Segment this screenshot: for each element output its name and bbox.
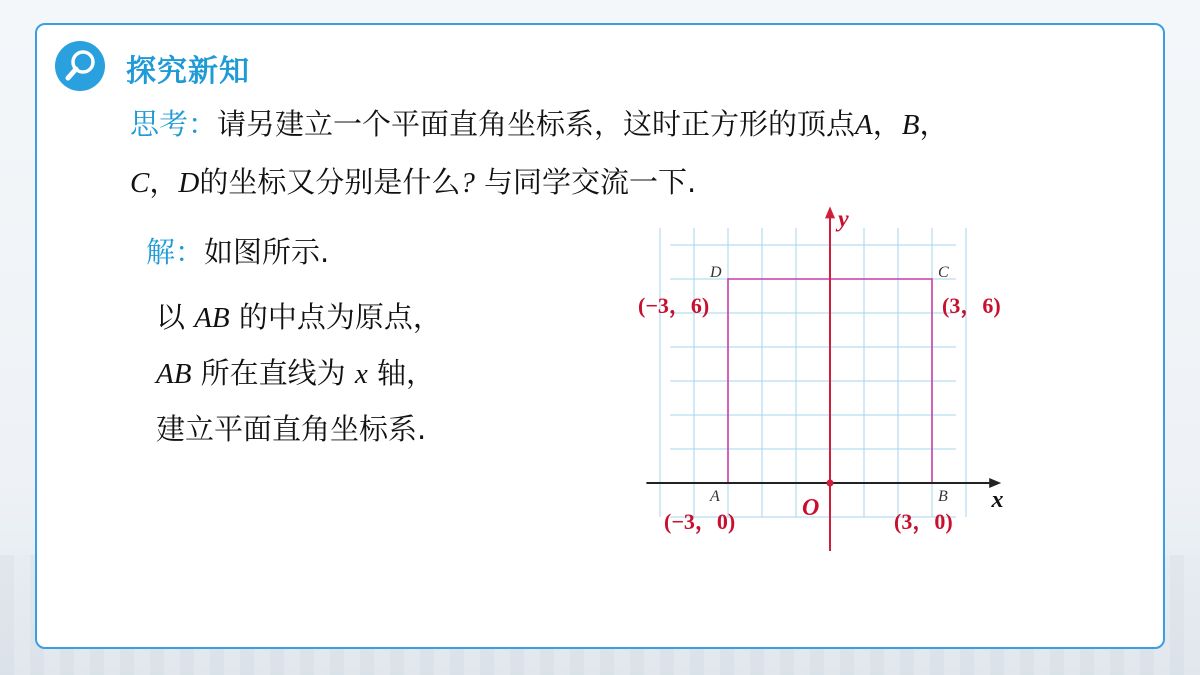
question-line-1 <box>130 96 1130 154</box>
question-line2-end: 与同学交流一下. <box>474 165 697 199</box>
question-text <box>130 96 1130 212</box>
answer-step-3: 建立平面直角坐标系. <box>156 412 427 446</box>
y-axis-arrow <box>825 206 835 218</box>
question-label: 思考： <box>130 107 218 141</box>
coordinate-label-b: (3，0) <box>894 509 953 534</box>
separator: ， <box>919 107 949 141</box>
coordinate-label-d: (−3，6) <box>638 293 710 318</box>
origin-label: O <box>802 495 820 521</box>
answer-step-2 <box>156 346 442 402</box>
vertex-label-d: D <box>710 264 722 281</box>
coordinate-label-c: (3，6) <box>942 293 1001 318</box>
section-title: 探究新知 <box>126 54 250 89</box>
x-variable: x <box>354 358 368 390</box>
answer-step-1 <box>156 290 442 346</box>
step-text: 以 <box>156 300 195 334</box>
answer-heading <box>146 230 329 271</box>
coordinate-label-a: (−3，0) <box>664 509 736 534</box>
vertex-label-a: A <box>710 488 720 505</box>
origin-point <box>827 480 834 487</box>
grid <box>660 228 966 517</box>
separator: ， <box>149 165 179 199</box>
vertex-label-c: C <box>938 264 949 281</box>
magnifier-icon <box>54 40 106 92</box>
question-line1-text: 请另建立一个平面直角坐标系，这时正方形的顶点 <box>217 107 856 141</box>
vertex-c-text: C <box>130 167 150 199</box>
answer-label: 解： <box>146 235 205 269</box>
answer-text: 如图所示. <box>204 235 330 269</box>
separator: ， <box>872 107 902 141</box>
vertex-a-text: A <box>855 109 873 141</box>
step-text: 所在直线为 <box>191 356 355 390</box>
coordinate-graph <box>620 205 1040 565</box>
step-text: 轴， <box>367 356 435 390</box>
question-mark: ? <box>460 167 475 199</box>
step-text: 的中点为原点， <box>229 300 442 334</box>
segment-ab: AB <box>194 302 230 334</box>
question-line-2 <box>130 154 1130 212</box>
segment-ab: AB <box>156 358 192 390</box>
vertex-label-b: B <box>938 488 948 505</box>
y-axis-label: y <box>838 206 849 233</box>
vertex-d-text: D <box>178 167 200 199</box>
vertex-b-text: B <box>901 109 920 141</box>
answer-steps <box>156 290 442 457</box>
x-axis-label: x <box>991 487 1004 513</box>
question-line2-text: 的坐标又分别是什么 <box>199 165 461 199</box>
